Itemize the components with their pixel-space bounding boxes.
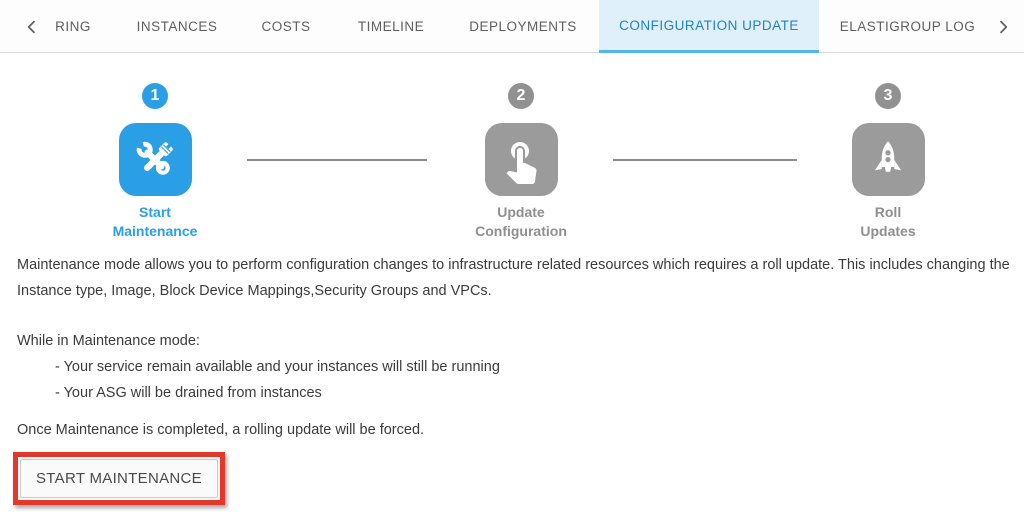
rolling-update-note: Once Maintenance is completed, a rolling update will be forced.: [17, 422, 425, 438]
tab-costs[interactable]: COSTS: [261, 19, 311, 34]
tab-instances[interactable]: INSTANCES: [136, 19, 218, 34]
tab-timeline[interactable]: TIMELINE: [357, 19, 425, 34]
step-number-badge: 2: [508, 83, 534, 109]
while-in-maintenance-label: While in Maintenance mode:: [17, 333, 200, 349]
rocket-icon: [852, 123, 925, 196]
tab-ring[interactable]: RING: [55, 19, 91, 34]
step-label: Start Maintenance: [112, 204, 198, 239]
tab-bar: [0, 0, 1024, 53]
start-maintenance-button[interactable]: START MAINTENANCE: [20, 459, 218, 498]
wrench-tools-icon: [119, 123, 192, 196]
maintenance-description: [17, 252, 1014, 443]
step-label: Roll Updates: [860, 204, 916, 239]
step-number-badge: 3: [875, 83, 901, 109]
step-start-maintenance: [70, 83, 240, 241]
tab-configuration-update[interactable]: CONFIGURATION UPDATE: [599, 0, 819, 53]
step-update-configuration: [436, 83, 606, 241]
step-label: Update Configuration: [475, 204, 567, 239]
tab-elastigroup-log[interactable]: ELASTIGROUP LOG: [839, 19, 976, 34]
bullet-item: - Your service remain available and your instances will still be running: [55, 359, 500, 375]
annotation-highlight-rectangle: [13, 452, 225, 505]
step-connector-1: [247, 159, 427, 161]
maintenance-bullet-list: [55, 354, 1014, 406]
step-number-badge: 1: [142, 83, 168, 109]
chevron-left-icon[interactable]: [24, 0, 40, 53]
chevron-right-icon[interactable]: [995, 0, 1011, 53]
step-connector-2: [613, 159, 797, 161]
tap-hand-icon: [485, 123, 558, 196]
step-roll-updates: [803, 83, 973, 241]
tab-deployments[interactable]: DEPLOYMENTS: [469, 19, 577, 34]
bullet-item: - Your ASG will be drained from instances: [55, 385, 322, 401]
maintenance-paragraph: Maintenance mode allows you to perform configuration changes to infrastructure related resources which requires a roll update. This includes changing the Instance type, Image, Block Device Mappings,Security Groups and VPCs.: [17, 257, 1010, 299]
configuration-update-stepper: [0, 53, 1024, 249]
